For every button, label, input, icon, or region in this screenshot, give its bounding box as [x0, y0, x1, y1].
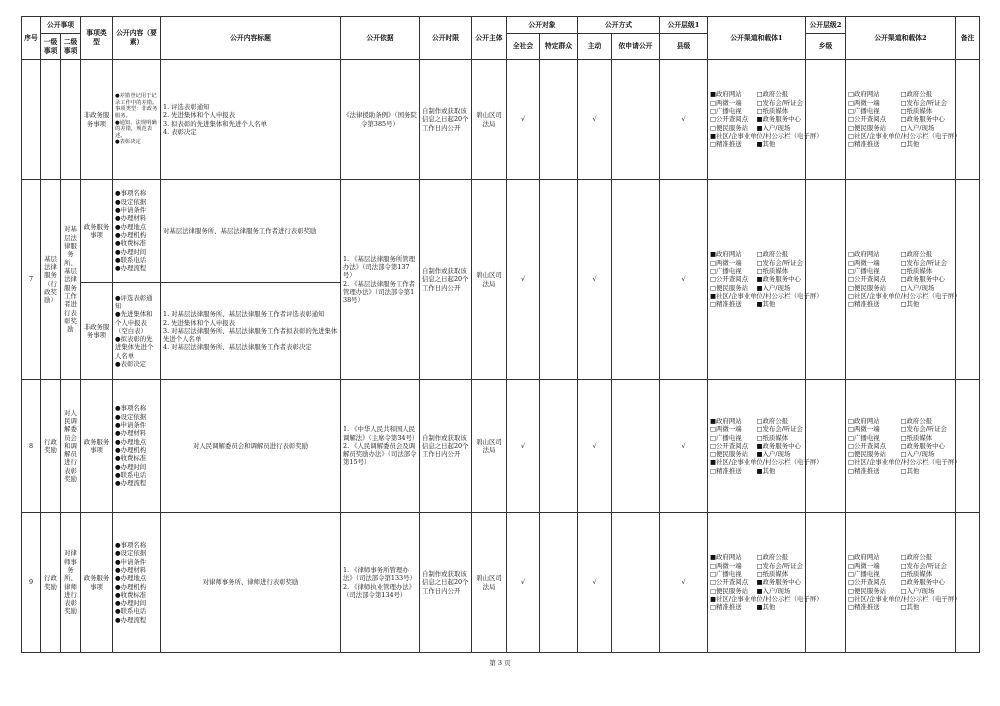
- channel-option: □两微一端: [848, 561, 880, 570]
- channel-option: □政府公报: [756, 416, 789, 425]
- channel-option: □社区/企事业单位/村公示栏（电子屏）: [848, 458, 961, 467]
- list-line: 1. 评选表彰通知: [163, 102, 210, 111]
- tick-county: √: [660, 60, 708, 180]
- list-line: 1. 对基层法律服务所、基层法律服务工作者评选表彰通知: [163, 310, 325, 319]
- content-title: 对基层法律服务所、基层法律服务工作者进行表彰奖励: [161, 180, 341, 283]
- list-line: 1. 《律师事务所管理办法》（司法部令第133号）: [343, 565, 416, 583]
- item-type: 政务服务事项: [81, 380, 113, 513]
- time-limit: 自制作或获取该信息之日起20个工作日内公开: [420, 380, 472, 513]
- list-line: ●办理时间: [115, 599, 147, 608]
- header-specific: 特定群众: [540, 34, 578, 60]
- channel-option: □纸质媒体: [756, 107, 789, 115]
- channel-option: □入户/现场: [900, 450, 935, 459]
- list-line: ●办理流程: [115, 615, 147, 624]
- channel-option: □广播电视: [710, 570, 742, 578]
- header-apply: 依申请公开: [612, 34, 660, 60]
- list-line: ●办理时间: [115, 247, 147, 256]
- tick-all-society: √: [507, 513, 540, 653]
- channel-option: □精准推送: [848, 603, 880, 612]
- channel-option: □广播电视: [710, 267, 742, 275]
- channel-option: □政府网站: [848, 90, 880, 99]
- channel-option: □发布会/听证会: [756, 425, 804, 434]
- list-line: ●收费标准: [115, 239, 147, 248]
- header-subject: 公开主体: [472, 17, 507, 60]
- channel-option: □便民服务站: [710, 123, 748, 132]
- list-line: 3. 对基层法律服务所、基层法律服务工作者拟表彰的先进集体先进个人名单: [163, 326, 338, 344]
- list-line: 4. 表彰决定: [163, 127, 197, 136]
- list-line: ●评选表彰通知: [115, 293, 153, 310]
- channel-option: ■政府网站: [710, 416, 742, 425]
- channel-option: □纸质媒体: [900, 433, 933, 442]
- tick-active: √: [578, 180, 612, 380]
- header-time: 公开时限: [420, 17, 472, 60]
- channel-option: ■其他: [756, 466, 776, 475]
- channel-option: □其他: [900, 603, 920, 612]
- channel-option: □便民服务站: [710, 283, 748, 292]
- tick-active: √: [578, 380, 612, 513]
- level1-item: 行政奖励: [41, 380, 61, 513]
- channel-option: □便民服务站: [710, 450, 748, 459]
- disclosure-table: [21, 16, 980, 653]
- table-row: [22, 380, 980, 513]
- content-list: [113, 380, 161, 513]
- level2-item: 对律师事务所、律师进行表彰奖励: [61, 513, 81, 653]
- channel-option: □入户/现场: [900, 586, 935, 595]
- channel-option: □其他: [900, 466, 920, 475]
- list-line: ●事项名称: [115, 540, 147, 549]
- list-line: ●办理时间: [115, 462, 147, 471]
- tick-all-society: √: [507, 60, 540, 180]
- level1-item: 行政奖励: [41, 513, 61, 653]
- header-county: 县级: [660, 34, 708, 60]
- list-line: ●申请条件: [115, 557, 147, 566]
- list-line: ●申请条件: [115, 206, 147, 215]
- channel-option: ■其他: [756, 140, 776, 149]
- header-target: 公开对象: [507, 17, 578, 34]
- list-line: ●办理地点: [115, 222, 147, 231]
- channel-option: ■入户/现场: [756, 586, 791, 595]
- list-line: 2. 《律师执业管理办法》（司法部令第134号）: [343, 582, 416, 599]
- row-seq: 9: [22, 513, 41, 653]
- basis: [341, 180, 420, 380]
- item-type: 非政务服务事项: [81, 60, 113, 180]
- channel-option: □入户/现场: [900, 283, 935, 292]
- channel-option: □发布会/听证会: [900, 98, 948, 107]
- list-line: ●通知、法规明确的差错，规范表述。: [115, 119, 157, 139]
- channel-option: □政府网站: [848, 553, 880, 562]
- channel-option: ■入户/现场: [756, 283, 791, 292]
- content-title: 对人民调解委员会和调解员进行表彰奖励: [161, 380, 341, 513]
- list-line: ●办理流程: [115, 479, 147, 488]
- channel-option: □便民服务站: [848, 123, 886, 132]
- list-line: ●先进集体和个人申报表（空白表）: [115, 310, 153, 335]
- list-line: ●事项名称: [115, 189, 147, 198]
- list-line: 1. 《中华人民共和国人民调解法》（主席令第34号）: [343, 425, 419, 442]
- item-type: 政务服务事项: [81, 180, 113, 283]
- time-limit: 自制作或获取该信息之日起20个工作日内公开: [420, 60, 472, 180]
- tick-county: √: [660, 180, 708, 380]
- channel-list-2: [846, 60, 961, 180]
- list-line: ●表彰决定: [115, 139, 141, 146]
- list-line: ●办理地点: [115, 574, 147, 583]
- header-basis: 公开依据: [341, 17, 420, 60]
- channel-option: □精准推送: [848, 140, 880, 149]
- channel-option: □发布会/听证会: [900, 561, 948, 570]
- list-line: 4. 对基层法律服务所、基层法律服务工作者表彰决定: [163, 343, 312, 352]
- channel-option: □公开查阅点: [848, 275, 886, 284]
- content-title: [161, 60, 341, 180]
- subject: 碧山区司法局: [472, 380, 507, 513]
- channel-option: □两微一端: [710, 561, 742, 570]
- channel-list-2: [846, 513, 961, 653]
- list-line: ●联系电话: [115, 607, 147, 616]
- channel-option: □其他: [900, 140, 920, 149]
- basis: [341, 380, 420, 513]
- channel-option: □发布会/听证会: [756, 258, 804, 267]
- channel-option: □纸质媒体: [756, 267, 789, 275]
- channel-option: ■入户/现场: [756, 123, 791, 132]
- basis: 《法律援助条例》（国务院令第385号）: [341, 60, 420, 180]
- list-line: 2. 先进集体和个人申报表: [163, 318, 236, 327]
- channel-option: □便民服务站: [848, 283, 886, 292]
- channel-option: ■社区/企事业单位/村公示栏（电子屏）: [710, 131, 823, 140]
- list-line: ●办理材料: [115, 565, 147, 574]
- header-level2-item: 二级事项: [61, 34, 81, 60]
- level1-item: 基层法律服务（行政奖励）: [41, 180, 61, 380]
- channel-option: □广播电视: [848, 433, 880, 442]
- list-line: ●办理材料: [115, 214, 147, 223]
- list-line: ●办理材料: [115, 429, 147, 438]
- tick-active: √: [578, 513, 612, 653]
- channel-list-1: [708, 180, 823, 380]
- channel-option: □便民服务站: [848, 586, 886, 595]
- channel-option: □两微一端: [710, 258, 742, 267]
- channel-option: □两微一端: [710, 98, 742, 107]
- channel-option: □公开查阅点: [710, 578, 748, 587]
- channel-list-2: [846, 180, 961, 380]
- channel-list-1: [708, 513, 823, 653]
- tick-all-society: √: [507, 380, 540, 513]
- channel-option: ■政务服务中心: [756, 578, 801, 587]
- list-line: ●事项名称: [115, 404, 147, 413]
- item-type: 政务服务事项: [81, 513, 113, 653]
- channel-option: □政府公报: [756, 553, 789, 562]
- list-line: 2. 《人民调解委员会及调解员奖励办法》（司法部令第15号）: [343, 441, 417, 467]
- channel-option: ■政府网站: [710, 90, 742, 99]
- content-title: 对律师事务所、律师进行表彰奖励: [161, 513, 341, 653]
- list-line: 2. 《基层法律服务工作者管理办法》（司法部令第138号）: [343, 279, 416, 305]
- channel-option: ■其他: [756, 603, 776, 612]
- channel-option: □两微一端: [848, 425, 880, 434]
- channel-option: □精准推送: [710, 603, 742, 612]
- channel-option: □公开查阅点: [710, 275, 748, 284]
- channel-option: □政务服务中心: [900, 441, 945, 450]
- header-title: 公开内容标题: [161, 17, 341, 60]
- header-township: 乡级: [806, 34, 846, 60]
- channel-option: □公开查阅点: [848, 115, 886, 124]
- content-list: [113, 513, 161, 653]
- channel-list-1: [708, 60, 823, 180]
- list-line: ●设定依据: [115, 197, 147, 206]
- header-channel1: 公开渠道和载体1: [708, 17, 806, 60]
- channel-option: ■社区/企事业单位/村公示栏（电子屏）: [710, 594, 823, 603]
- page-number: 第 3 页: [489, 659, 511, 667]
- content-list: [113, 283, 161, 380]
- channel-option: □政府公报: [756, 250, 789, 259]
- header-seq: 序号: [22, 17, 41, 60]
- level2-item: 对基层法律服务所、基层法律服务工作者进行表彰奖励: [61, 180, 81, 380]
- header-active: 主动: [578, 34, 612, 60]
- list-line: ●办理机构: [115, 446, 147, 454]
- header-tier2: 公开层级2: [806, 17, 846, 34]
- header-channel2: 公开渠道和载体2: [846, 17, 956, 60]
- channel-option: □政务服务中心: [900, 275, 945, 284]
- list-line: ●设定依据: [115, 549, 147, 558]
- channel-option: □政务服务中心: [900, 578, 945, 587]
- channel-option: □政府公报: [900, 250, 933, 259]
- channel-list-2: [846, 380, 961, 513]
- subject: 碧山区司法局: [472, 180, 507, 380]
- list-line: ●办理地点: [115, 437, 147, 446]
- channel-option: ■其他: [756, 300, 776, 309]
- list-line: ●申请条件: [115, 421, 147, 430]
- channel-option: □广播电视: [710, 433, 742, 442]
- tick-county: √: [660, 513, 708, 653]
- channel-option: □政府公报: [900, 553, 933, 562]
- header-item: 公开事项: [41, 17, 81, 34]
- subject: 碧山区司法局: [472, 513, 507, 653]
- channel-option: □公开查阅点: [848, 441, 886, 450]
- channel-option: □社区/企事业单位/村公示栏（电子屏）: [848, 594, 961, 603]
- header-content: 公开内容（要素）: [113, 17, 161, 60]
- list-line: ●办理流程: [115, 264, 147, 273]
- content-title: [161, 283, 341, 380]
- tick-all-society: √: [507, 180, 540, 380]
- channel-option: □入户/现场: [900, 123, 935, 132]
- list-line: ●办理机构: [115, 582, 147, 591]
- row-seq: 7: [22, 180, 41, 380]
- channel-option: □纸质媒体: [900, 107, 933, 115]
- channel-option: □广播电视: [848, 267, 880, 275]
- channel-option: ■社区/企事业单位/村公示栏（电子屏）: [710, 458, 823, 467]
- header-type: 事项类型: [81, 17, 113, 60]
- channel-option: □政府公报: [900, 416, 933, 425]
- list-line: 3. 拟表彰的先进集体和先进个人名单: [163, 119, 267, 128]
- channel-option: □便民服务站: [848, 450, 886, 459]
- content-list: [113, 60, 161, 180]
- subject: 碧山区司法局: [472, 60, 507, 180]
- item-type: 非政务服务事项: [81, 283, 113, 380]
- channel-option: □发布会/听证会: [756, 561, 804, 570]
- channel-option: □政务服务中心: [900, 115, 945, 124]
- list-line: 2. 先进集体和个人申报表: [163, 111, 236, 120]
- time-limit: 自制作或获取该信息之日起20个工作日内公开: [420, 513, 472, 653]
- channel-option: □公开查阅点: [848, 578, 886, 587]
- table-row: [22, 60, 980, 180]
- tick-active: √: [578, 60, 612, 180]
- channel-option: □发布会/听证会: [900, 425, 948, 434]
- list-line: ●差错登记用于记录工作中的差错。事项类型：非政务服务。: [115, 93, 158, 119]
- channel-option: □精准推送: [710, 300, 742, 309]
- basis: [341, 513, 420, 653]
- level2-item: 对人民调解委员会和调解员进行表彰奖励: [61, 380, 81, 513]
- channel-option: □社区/企事业单位/村公示栏（电子屏）: [848, 131, 961, 140]
- table-row: [22, 180, 980, 283]
- channel-option: □广播电视: [848, 570, 880, 578]
- list-line: ●收费标准: [115, 454, 147, 463]
- list-line: 1. 《基层法律服务所管理办法》（司法部令第137号）: [343, 254, 416, 280]
- list-line: ●拟表彰的先进集体先进个人名单: [115, 335, 154, 360]
- list-line: ●办理机构: [115, 231, 147, 239]
- channel-option: □政府网站: [848, 250, 880, 259]
- channel-option: □发布会/听证会: [900, 258, 948, 267]
- tick-county: √: [660, 380, 708, 513]
- channel-option: □精准推送: [710, 466, 742, 475]
- list-line: ●收费标准: [115, 590, 147, 599]
- channel-option: □政府公报: [756, 90, 789, 99]
- channel-option: □其他: [900, 300, 920, 309]
- channel-option: □政府公报: [900, 90, 933, 99]
- channel-option: □社区/企事业单位/村公示栏（电子屏）: [848, 291, 961, 300]
- header-remark: 备注: [956, 17, 980, 60]
- list-line: ●联系电话: [115, 470, 147, 479]
- channel-option: □广播电视: [710, 107, 742, 115]
- header-level1-item: 一级事项: [41, 34, 61, 60]
- channel-option: □发布会/听证会: [756, 98, 804, 107]
- row-seq: 8: [22, 380, 41, 513]
- channel-option: □公开查阅点: [710, 115, 748, 124]
- header-all-society: 全社会: [507, 34, 540, 60]
- list-line: ●表彰决定: [115, 360, 147, 369]
- channel-option: □公开查阅点: [710, 441, 748, 450]
- channel-option: □纸质媒体: [900, 570, 933, 578]
- list-line: ●设定依据: [115, 412, 147, 421]
- channel-option: ■政府网站: [710, 553, 742, 562]
- table-row: [22, 513, 980, 653]
- channel-option: ■入户/现场: [756, 450, 791, 459]
- time-limit: 自制作或获取该信息之日起20个工作日内公开: [420, 180, 472, 380]
- channel-option: □纸质媒体: [756, 570, 789, 578]
- list-line: ●联系电话: [115, 255, 147, 264]
- channel-option: ■政务服务中心: [756, 115, 801, 124]
- channel-option: □政府网站: [848, 416, 880, 425]
- channel-option: ■政务服务中心: [756, 441, 801, 450]
- channel-option: □纸质媒体: [756, 433, 789, 442]
- channel-option: □两微一端: [848, 258, 880, 267]
- channel-option: ■社区/企事业单位/村公示栏（电子屏）: [710, 291, 823, 300]
- channel-option: □广播电视: [848, 107, 880, 115]
- channel-option: □两微一端: [710, 425, 742, 434]
- channel-option: ■政府网站: [710, 250, 742, 259]
- header-method: 公开方式: [578, 17, 660, 34]
- channel-option: ■政务服务中心: [756, 275, 801, 284]
- channel-option: □精准推送: [710, 140, 742, 149]
- channel-option: □精准推送: [848, 466, 880, 475]
- content-list: [113, 180, 161, 283]
- channel-option: □两微一端: [848, 98, 880, 107]
- header-tier1: 公开层级1: [660, 17, 708, 34]
- channel-option: □纸质媒体: [900, 267, 933, 275]
- channel-option: □便民服务站: [710, 586, 748, 595]
- channel-list-1: [708, 380, 823, 513]
- channel-option: □精准推送: [848, 300, 880, 309]
